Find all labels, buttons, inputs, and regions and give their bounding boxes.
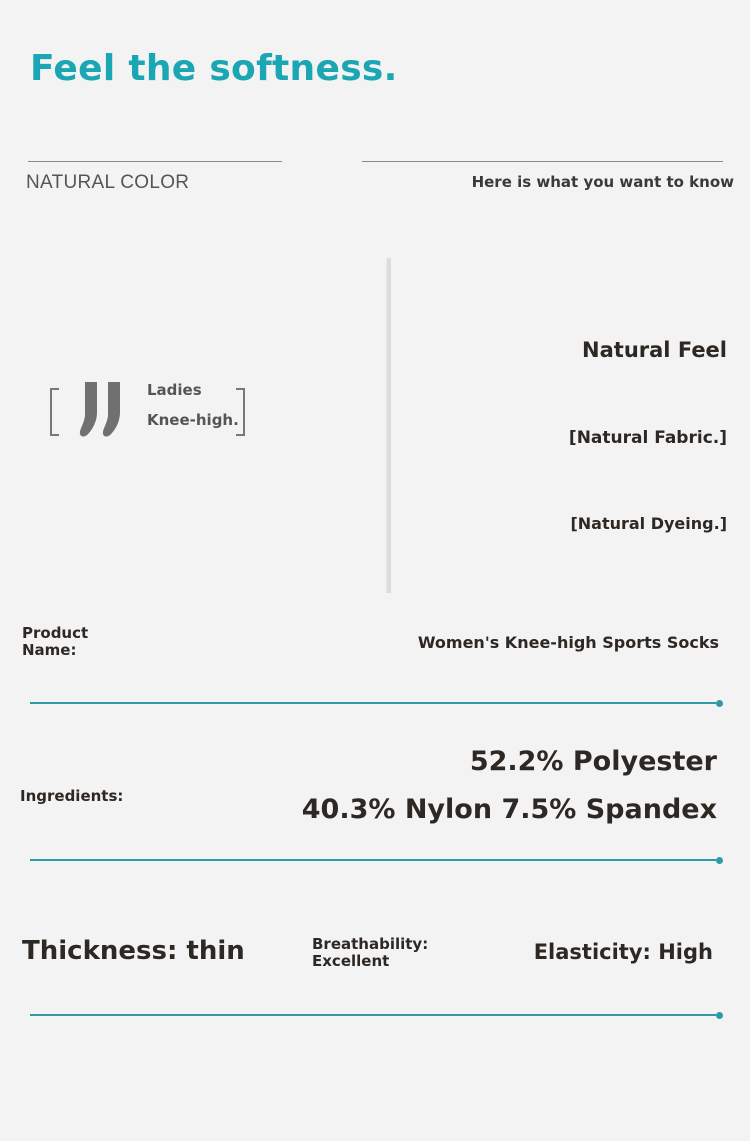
ingredient-polyester: 52.2% Polyester [469,746,717,777]
divider-line-3 [30,1014,716,1016]
left-bracket [50,388,59,436]
product-name-value: Women's Knee-high Sports Socks [417,633,719,652]
ingredient-nylon-spandex: 40.3% Nylon 7.5% Spandex [301,794,717,825]
page-title: Feel the softness. [30,48,398,89]
divider-dot-1 [716,700,723,707]
style-line-knee-high: Knee-high. [147,411,239,429]
divider-line-1 [30,702,716,704]
thickness-value: Thickness: thin [22,936,245,966]
feature-natural-fabric: [Natural Fabric.] [568,428,727,448]
product-label-line1: Product [22,624,89,642]
ingredients-label: Ingredients: [20,787,124,805]
breathability-rating: Excellent [312,952,390,970]
style-line-ladies: Ladies [147,381,202,399]
feature-natural-dyeing: [Natural Dyeing.] [570,514,727,533]
elasticity-value: Elasticity: High [533,940,713,964]
divider-dot-2 [716,857,723,864]
feature-natural-feel: Natural Feel [582,338,727,362]
header-rule-left [28,161,282,162]
product-label-line2: Name: [22,641,77,659]
divider-dot-3 [716,1012,723,1019]
vertical-divider [386,258,391,593]
info-subtitle: Here is what you want to know [471,173,734,191]
breathability-value [312,936,428,970]
header-rule-right [362,161,723,162]
breathability-label: Breathability: [312,935,429,953]
right-bracket [236,388,245,436]
divider-line-2 [30,859,716,861]
product-name-label [22,625,88,659]
socks-icon [76,380,132,440]
natural-color-label: NATURAL COLOR [26,172,190,193]
